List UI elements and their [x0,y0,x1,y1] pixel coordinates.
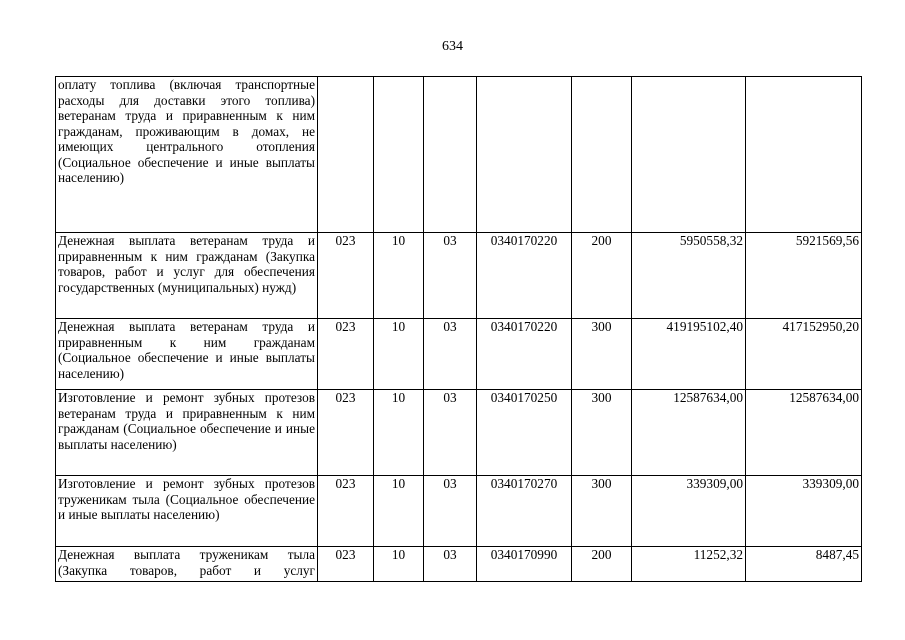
ministry-code: 023 [318,319,374,390]
amount-2: 417152950,20 [746,319,862,390]
target-code [477,77,572,233]
amount-2: 12587634,00 [746,390,862,476]
amount-2: 5921569,56 [746,233,862,319]
ministry-code: 023 [318,547,374,582]
table-row [56,390,862,476]
expense-type-code: 300 [572,319,632,390]
amount-2: 8487,45 [746,547,862,582]
subsection-code: 03 [424,547,477,582]
budget-table [55,76,862,582]
amount-1: 419195102,40 [632,319,746,390]
expense-type-code: 300 [572,390,632,476]
target-code: 0340170250 [477,390,572,476]
row-description: Денежная выплата труженикам тыла (Закупка товаров, работ и услуг [56,547,318,582]
table-row [56,319,862,390]
amount-1: 12587634,00 [632,390,746,476]
section-code: 10 [374,476,424,547]
ministry-code [318,77,374,233]
amount-1: 339309,00 [632,476,746,547]
table-row [56,77,862,233]
amount-2 [746,77,862,233]
target-code: 0340170270 [477,476,572,547]
target-code: 0340170990 [477,547,572,582]
row-description: Изготовление и ремонт зубных протезов ветеранам труда и приравненным к ним гражданам (Социальное обеспечение и иные выплаты населению) [56,390,318,476]
page-number: 634 [442,39,463,54]
section-code: 10 [374,233,424,319]
row-description: Изготовление и ремонт зубных протезов труженикам тыла (Социальное обеспечение и иные выплаты населению) [56,476,318,547]
amount-1 [632,77,746,233]
table-row [56,476,862,547]
expense-type-code [572,77,632,233]
section-code: 10 [374,390,424,476]
row-description: оплату топлива (включая транспортные расходы для доставки этого топлива) ветеранам труда и приравненным к ним гражданам, проживающим в домах, не имеющих центрального отопления (Социальное обеспечение и иные выплаты населению) [56,77,318,233]
row-description: Денежная выплата ветеранам труда и приравненным к ним гражданам (Социальное обеспечение и иные выплаты населению) [56,319,318,390]
amount-1: 5950558,32 [632,233,746,319]
ministry-code: 023 [318,476,374,547]
section-code: 10 [374,547,424,582]
expense-type-code: 200 [572,547,632,582]
section-code [374,77,424,233]
target-code: 0340170220 [477,319,572,390]
expense-type-code: 300 [572,476,632,547]
expense-type-code: 200 [572,233,632,319]
amount-2: 339309,00 [746,476,862,547]
target-code: 0340170220 [477,233,572,319]
subsection-code [424,77,477,233]
subsection-code: 03 [424,233,477,319]
row-description: Денежная выплата ветеранам труда и приравненным к ним гражданам (Закупка товаров, работ и услуг для обеспечения государственных (муниципальных) нужд) [56,233,318,319]
amount-1: 11252,32 [632,547,746,582]
subsection-code: 03 [424,319,477,390]
ministry-code: 023 [318,233,374,319]
section-code: 10 [374,319,424,390]
subsection-code: 03 [424,390,477,476]
table-row [56,547,862,582]
ministry-code: 023 [318,390,374,476]
subsection-code: 03 [424,476,477,547]
table-row [56,233,862,319]
